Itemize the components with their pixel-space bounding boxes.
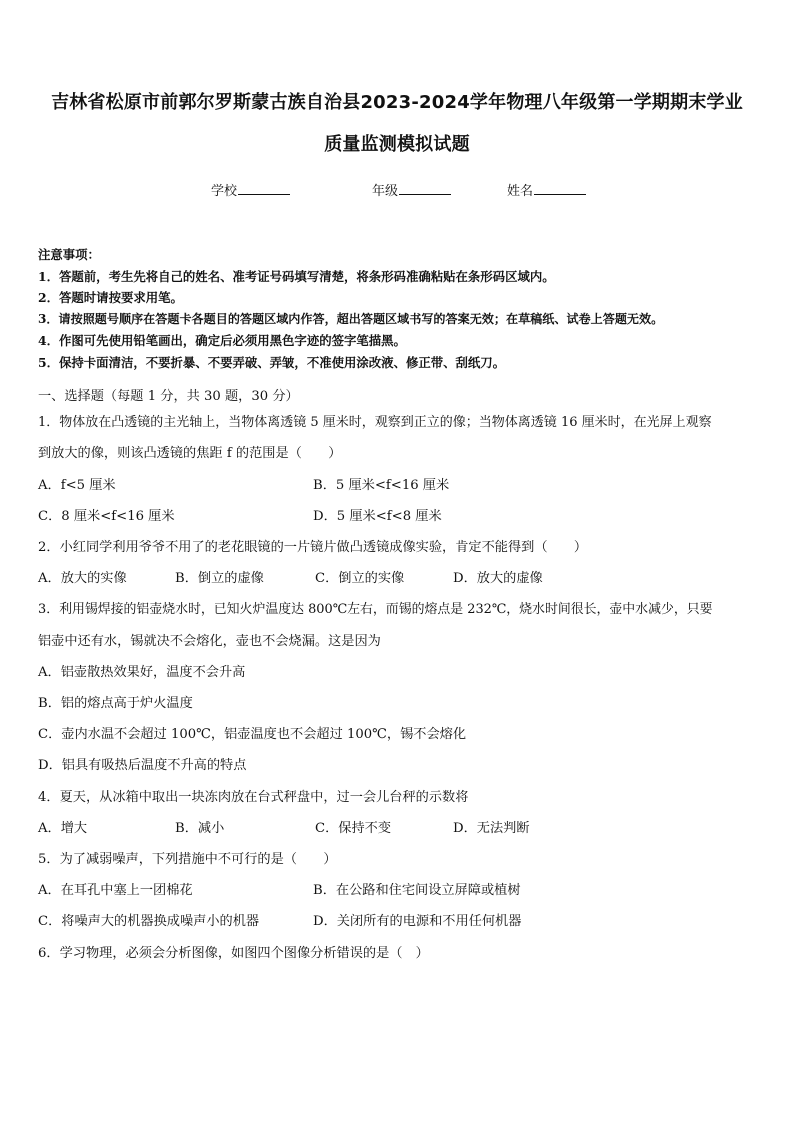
question-2-text: 2．小红同学利用爷爷不用了的老花眼镜的一片镜片做凸透镜成像实验，肯定不能得到（ ） <box>38 540 588 555</box>
name-label: 姓名 <box>507 184 534 199</box>
question-4-option-d[interactable]: D．无法判断 <box>453 821 530 836</box>
question-2-option-c[interactable]: C．倒立的实像 <box>315 571 405 586</box>
question-4-text: 4．夏天，从冰箱中取出一块冻肉放在台式秤盘中，过一会儿台秤的示数将 <box>38 790 469 805</box>
question-1-option-b[interactable]: B．5 厘米<f<16 厘米 <box>313 478 450 493</box>
question-3-option-d[interactable]: D．铝具有吸热后温度不升高的特点 <box>38 758 247 773</box>
name-blank[interactable] <box>534 180 586 195</box>
question-3-text-cont: 铝壶中还有水，锡就决不会熔化，壶也不会烧漏。这是因为 <box>38 634 381 649</box>
question-2-option-d[interactable]: D．放大的虚像 <box>453 571 543 586</box>
name-field[interactable] <box>507 180 586 199</box>
question-5-option-d[interactable]: D．关闭所有的电源和不用任何机器 <box>313 914 522 929</box>
school-field[interactable] <box>211 180 290 199</box>
question-1-text-cont: 到放大的像，则该凸透镜的焦距 f 的范围是（ ） <box>38 446 342 461</box>
question-3-text: 3．利用锡焊接的铝壶烧水时，已知火炉温度达 800℃左右，而锡的熔点是 232℃，烧水时间很长，壶中水减少，只要 <box>38 602 713 617</box>
question-1-option-c[interactable]: C．8 厘米<f<16 厘米 <box>38 509 175 524</box>
question-5-option-b[interactable]: B．在公路和住宅间设立屏障或植树 <box>313 883 521 898</box>
notes-block <box>38 244 768 373</box>
question-4-option-c[interactable]: C．保持不变 <box>315 821 392 836</box>
question-5-text: 5．为了减弱噪声，下列措施中不可行的是（ ） <box>38 852 337 867</box>
question-3-option-b[interactable]: B．铝的熔点高于炉火温度 <box>38 696 193 711</box>
question-1-option-a[interactable]: A．f<5 厘米 <box>38 478 116 493</box>
question-1-option-d[interactable]: D．5 厘米<f<8 厘米 <box>313 509 442 524</box>
grade-label: 年级 <box>372 184 399 199</box>
grade-field[interactable] <box>372 180 451 199</box>
school-blank[interactable] <box>238 180 290 195</box>
question-5-option-a[interactable]: A．在耳孔中塞上一团棉花 <box>38 883 193 898</box>
question-3-option-c[interactable]: C．壶内水温不会超过 100℃，铝壶温度也不会超过 100℃，锡不会熔化 <box>38 727 467 742</box>
question-2-option-b[interactable]: B．倒立的虚像 <box>175 571 264 586</box>
question-4-option-b[interactable]: B．减小 <box>175 821 225 836</box>
student-info-fields <box>0 180 794 200</box>
question-6-text: 6．学习物理，必须会分析图像，如图四个图像分析错误的是（ ） <box>38 946 429 961</box>
grade-blank[interactable] <box>399 180 451 195</box>
page-title-line-2: 质量监测模拟试题 <box>324 134 470 155</box>
section-heading: 一、选择题（每题 1 分，共 30 题，30 分） <box>38 389 299 404</box>
note-item: 3．请按照题号顺序在答题卡各题目的答题区域内作答，超出答题区域书写的答案无效；在草稿纸、试卷上答题无效。 <box>38 311 664 326</box>
page-title-line-1: 吉林省松原市前郭尔罗斯蒙古族自治县2023-2024学年物理八年级第一学期期末学业 <box>51 92 743 113</box>
note-item: 4．作图可先使用铅笔画出，确定后必须用黑色字迹的签字笔描黑。 <box>38 333 406 348</box>
note-item: 2．答题时请按要求用笔。 <box>38 290 183 305</box>
question-4-option-a[interactable]: A．增大 <box>38 821 88 836</box>
school-label: 学校 <box>211 184 238 199</box>
notes-heading: 注意事项： <box>38 247 100 262</box>
note-item: 1．答题前，考生先将自己的姓名、准考证号码填写清楚，将条形码准确粘贴在条形码区域内。 <box>38 268 555 284</box>
question-5-option-c[interactable]: C．将噪声大的机器换成噪声小的机器 <box>38 914 260 929</box>
question-1-text: 1．物体放在凸透镜的主光轴上，当物体离透镜 5 厘米时，观察到正立的像；当物体离透镜 16 厘米时，在光屏上观察 <box>38 415 712 430</box>
question-3-option-a[interactable]: A．铝壶散热效果好，温度不会升高 <box>38 665 246 680</box>
question-2-option-a[interactable]: A．放大的实像 <box>38 571 127 586</box>
note-item: 5．保持卡面清洁，不要折暴、不要弄破、弄皱，不准使用涂改液、修正带、刮纸刀。 <box>38 354 506 370</box>
